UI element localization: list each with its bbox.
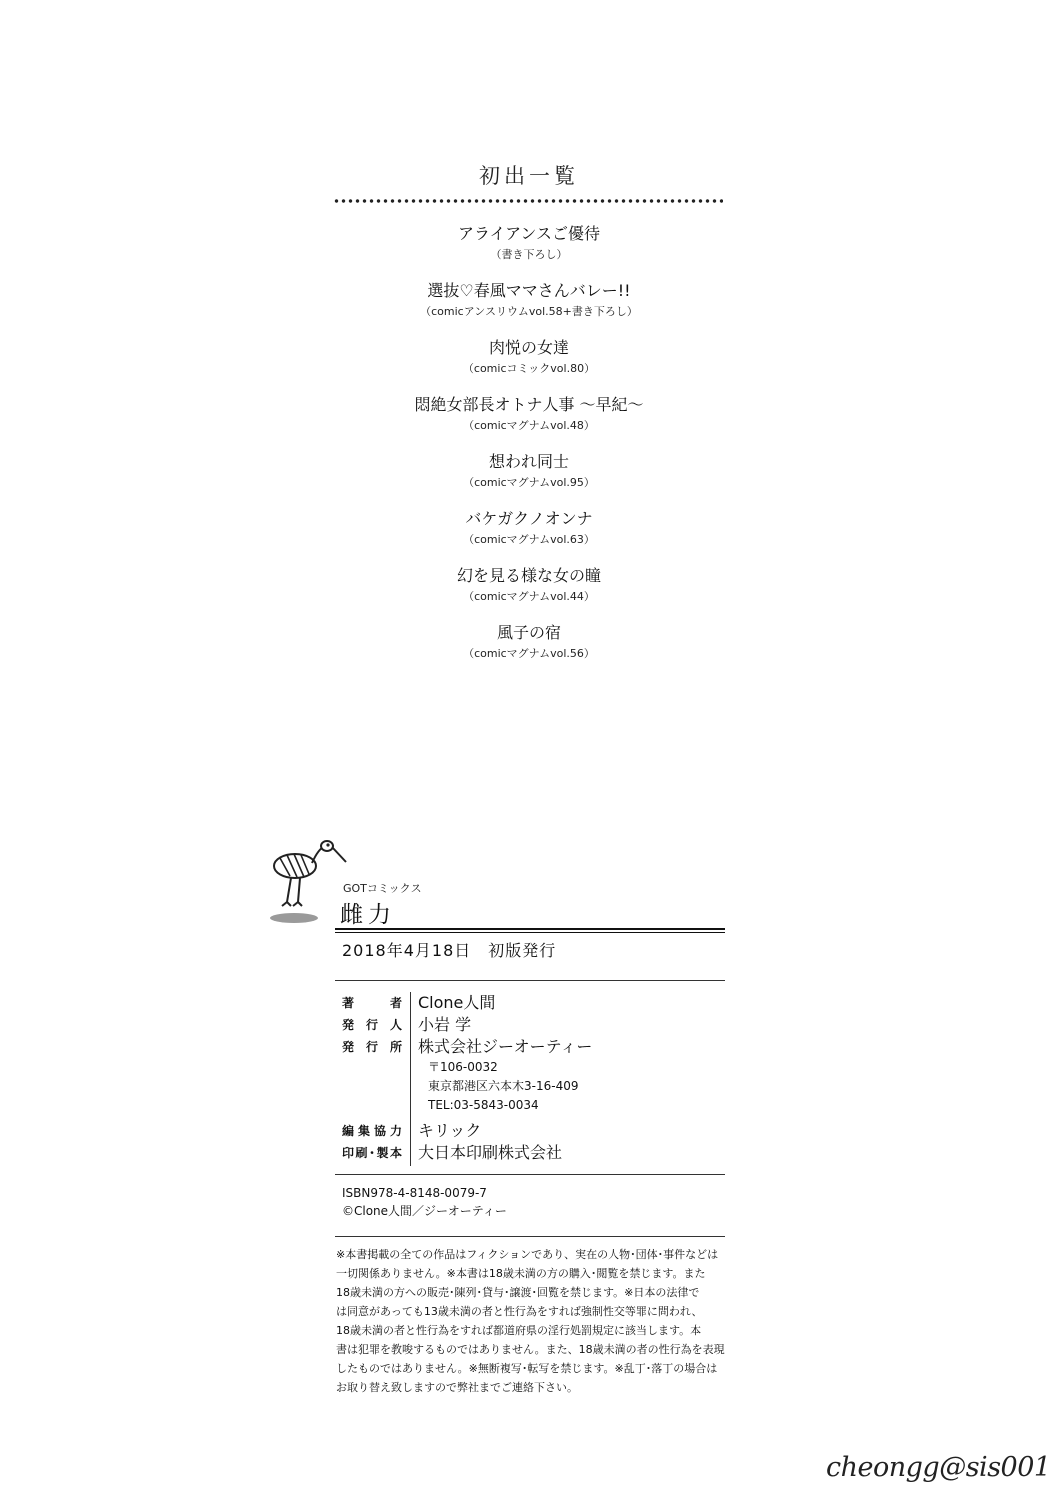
story-title: 選抜♡春風ママさんバレー!! bbox=[427, 281, 631, 300]
row-label: 発 行 所 bbox=[342, 1040, 402, 1054]
story-title: アライアンスご優待 bbox=[458, 224, 600, 243]
list-item bbox=[0, 507, 1058, 564]
list-item bbox=[0, 621, 1058, 678]
colophon-divider bbox=[410, 992, 411, 1166]
notice-line: 一切関係ありません。※本書は18歳未満の方の購入･閲覧を禁じます。また bbox=[336, 1267, 706, 1280]
release-date: 2018年4月18日 初版発行 bbox=[342, 941, 557, 960]
story-source: （書き下ろし） bbox=[490, 248, 568, 261]
list-item bbox=[0, 279, 1058, 336]
list-item bbox=[0, 336, 1058, 393]
telephone: TEL:03-5843-0034 bbox=[428, 1098, 539, 1112]
list-item bbox=[0, 393, 1058, 450]
row-label: 著 者 bbox=[342, 996, 402, 1010]
notice-line: 18歳未満の者と性行為をすれば都道府県の淫行処罰規定に該当します。本 bbox=[336, 1324, 702, 1337]
story-source: （comicマグナムvol.95） bbox=[463, 476, 595, 489]
series-name: GOTコミックス bbox=[343, 882, 422, 895]
author-name: Clone人間 bbox=[418, 993, 496, 1012]
title-rule bbox=[335, 932, 725, 933]
row-label: 発 行 人 bbox=[342, 1018, 402, 1032]
story-title: 風子の宿 bbox=[496, 623, 561, 642]
dotted-divider bbox=[333, 198, 723, 204]
story-source: （comicマグナムvol.44） bbox=[463, 590, 595, 603]
section-rule bbox=[335, 1236, 725, 1237]
list-item bbox=[0, 564, 1058, 621]
notice-line: ※本書掲載の全ての作品はフィクションであり、実在の人物･団体･事件などは bbox=[336, 1248, 719, 1261]
story-source: （comicマグナムvol.48） bbox=[463, 419, 595, 432]
story-source: （comicコミックvol.80） bbox=[462, 362, 596, 375]
editing-name: キリック bbox=[418, 1121, 482, 1140]
first-appearance-heading: 初出一覧 bbox=[479, 164, 579, 188]
printing-name: 大日本印刷株式会社 bbox=[418, 1143, 563, 1162]
list-item bbox=[0, 222, 1058, 279]
row-label: 印 刷 ･ 製 本 bbox=[342, 1146, 402, 1160]
story-source: （comicマグナムvol.56） bbox=[463, 647, 595, 660]
address: 東京都港区六本木3-16-409 bbox=[428, 1079, 579, 1093]
story-title: 幻を見る様な女の瞳 bbox=[456, 566, 601, 585]
book-title: 雌力 bbox=[340, 902, 396, 928]
bird-logo-icon bbox=[268, 836, 350, 924]
story-title: バケガクノオンナ bbox=[465, 509, 593, 528]
isbn: ISBN978-4-8148-0079-7 bbox=[342, 1186, 487, 1200]
story-source: （comicマグナムvol.63） bbox=[463, 533, 595, 546]
legal-notice bbox=[336, 1245, 726, 1397]
notice-line: したものではありません。※無断複写･転写を禁じます。※乱丁･落丁の場合は bbox=[336, 1362, 718, 1375]
row-label: 編 集 協 力 bbox=[342, 1124, 402, 1138]
section-rule bbox=[335, 980, 725, 981]
notice-line: 18歳未満の方への販売･陳列･貸与･譲渡･回覧を禁じます。※日本の法律で bbox=[336, 1286, 700, 1299]
list-item bbox=[0, 450, 1058, 507]
publisher-person-name: 小岩 学 bbox=[418, 1015, 472, 1034]
story-source: （comicアンスリウムvol.58+書き下ろし） bbox=[420, 305, 638, 318]
story-title: 悶絶女部長オトナ人事 ～早紀～ bbox=[414, 395, 644, 414]
first-appearance-list bbox=[0, 222, 1058, 678]
notice-line: お取り替え致しますので弊社までご連絡下さい。 bbox=[336, 1381, 578, 1394]
title-rule bbox=[335, 928, 725, 930]
postal-code: 〒106-0032 bbox=[428, 1060, 498, 1074]
section-rule bbox=[335, 1174, 725, 1175]
notice-line: 書は犯罪を教唆するものではありません。また、18歳未満の者の性行為を表現 bbox=[336, 1343, 725, 1356]
copyright: ©Clone人間／ジーオーティー bbox=[342, 1204, 507, 1218]
story-title: 想われ同士 bbox=[488, 452, 569, 471]
notice-line: は同意があっても13歳未満の者と性行為をすれば強制性交等罪に問われ、 bbox=[336, 1305, 703, 1318]
story-title: 肉悦の女達 bbox=[488, 338, 569, 357]
watermark: cheongg@sis001 bbox=[826, 1452, 1051, 1483]
publisher-name: 株式会社ジーオーティー bbox=[418, 1037, 593, 1056]
